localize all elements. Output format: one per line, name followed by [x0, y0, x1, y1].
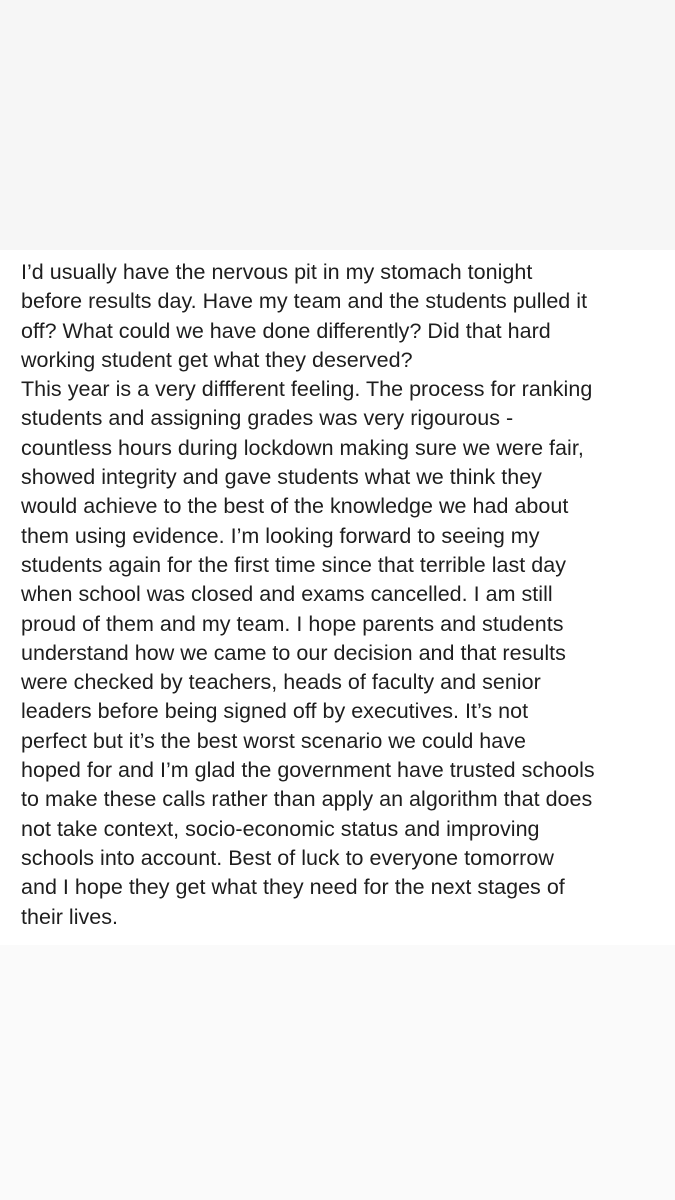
note-line-6: students and assigning grades was very rigourous -: [21, 406, 514, 431]
note-line-9: would achieve to the best of the knowledge we had about: [21, 494, 569, 519]
note-line-15: were checked by teachers, heads of faculty and senior: [21, 670, 541, 695]
bottom-blank-area: [0, 945, 675, 1200]
note-line-20: not take context, socio-economic status and improving: [21, 816, 540, 841]
note-line-4: working student get what they deserved?: [21, 347, 413, 372]
note-line-12: when school was closed and exams cancelled. I am still: [21, 582, 553, 607]
note-line-16: leaders before being signed off by executives. It’s not: [21, 699, 529, 724]
note-line-5: This year is a very diffferent feeling. The process for ranking: [21, 377, 593, 402]
note-line-22: and I hope they get what they need for the next stages of: [21, 875, 565, 900]
note-line-14: understand how we came to our decision and that results: [21, 640, 566, 665]
top-blank-area: [0, 0, 675, 250]
note-line-17: perfect but it’s the best worst scenario we could have: [21, 728, 527, 753]
note-line-13: proud of them and my team. I hope parents and students: [21, 611, 564, 636]
note-line-8: showed integrity and gave students what we think they: [21, 465, 542, 490]
note-line-21: schools into account. Best of luck to everyone tomorrow: [21, 845, 554, 870]
note-line-11: students again for the first time since that terrible last day: [21, 552, 566, 577]
note-line-2: before results day. Have my team and the students pulled it: [21, 289, 588, 314]
note-line-7: countless hours during lockdown making sure we were fair,: [21, 435, 584, 460]
note-text: [21, 258, 595, 932]
note-line-1: I’d usually have the nervous pit in my stomach tonight: [21, 260, 533, 284]
note-line-23: their lives.: [21, 904, 119, 929]
note-line-19: to make these calls rather than apply an algorithm that does: [21, 787, 593, 812]
note-line-3: off? What could we have done differently? Did that hard: [21, 318, 551, 343]
note-line-10: them using evidence. I’m looking forward to seeing my: [21, 523, 540, 548]
note-line-18: hoped for and I’m glad the government have trusted schools: [21, 758, 595, 783]
